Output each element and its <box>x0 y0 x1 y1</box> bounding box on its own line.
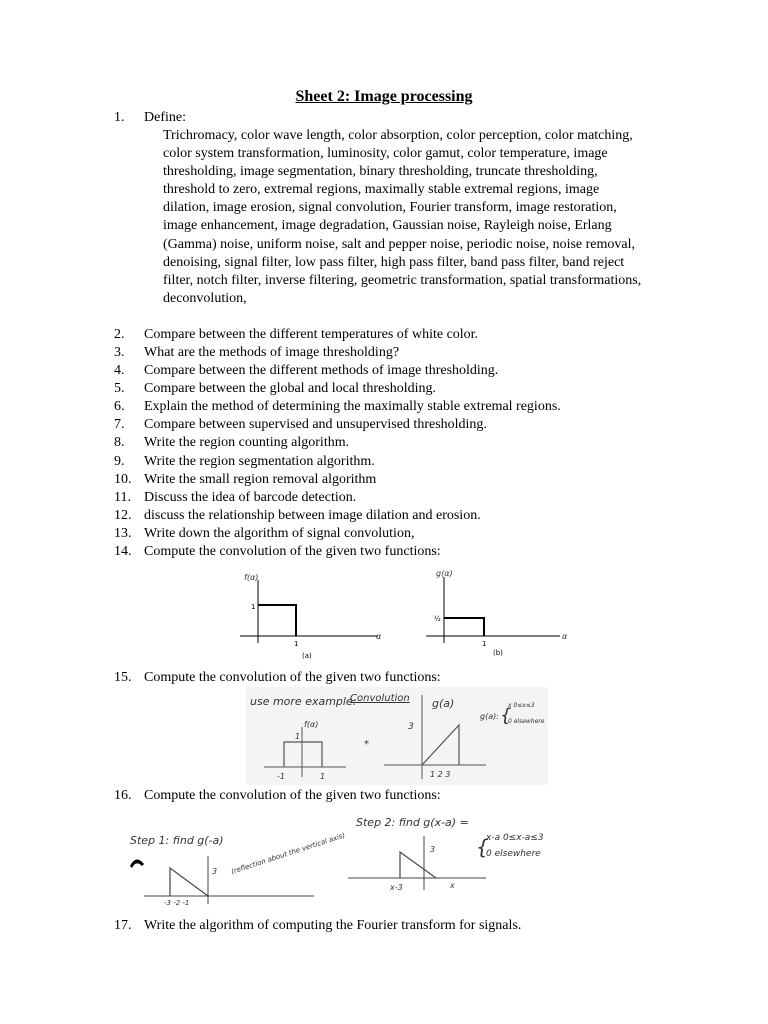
step2-brace: { <box>476 835 489 859</box>
question-item <box>114 507 481 525</box>
question-number: 6. <box>114 399 125 414</box>
f-step-a <box>258 605 296 636</box>
step2-ytick: 3 <box>430 845 436 854</box>
question-text: Write the small region removal algorithm <box>144 472 377 487</box>
question-item <box>114 344 399 362</box>
convolution-heading: Convolution <box>350 693 410 704</box>
g-step-b <box>444 618 484 636</box>
question-number: 9. <box>114 454 125 469</box>
ytick-b: ½ <box>434 615 441 623</box>
g-def-top: x 0≤x≤3 <box>508 702 535 709</box>
f-label: f(α) <box>304 720 319 729</box>
xtick-a: 1 <box>294 640 299 648</box>
question-item <box>114 787 441 805</box>
question-number: 2. <box>114 327 125 342</box>
question-item <box>114 326 478 344</box>
question-item <box>114 434 349 452</box>
g-def-bottom: 0 elsewhere <box>508 718 545 725</box>
ylabel-a: f(α) <box>244 573 259 582</box>
question-item <box>114 489 356 507</box>
f-ytick: 1 <box>295 732 301 741</box>
question-item <box>114 416 487 434</box>
convolution-star: * <box>364 739 369 750</box>
step2-xtick1: x-3 <box>390 883 403 892</box>
step2-xtick2: x <box>450 881 455 890</box>
question-item <box>114 380 436 398</box>
g-ytick: 3 <box>408 722 414 732</box>
ytick-a: 1 <box>251 603 256 611</box>
figure-q16 <box>124 808 604 908</box>
question-text: Define: <box>144 110 186 125</box>
xaxis-label-a: α <box>376 632 382 641</box>
question-item <box>114 453 375 471</box>
question-item <box>114 917 521 935</box>
question-number: 11. <box>114 490 131 505</box>
question-number: 16. <box>114 788 132 803</box>
figure-q15-svg <box>246 687 548 785</box>
g-xticks: 1 2 3 <box>430 770 451 779</box>
xaxis-label-b: α <box>562 632 568 641</box>
step1-triangle <box>170 868 208 896</box>
step2-triangle <box>400 852 436 878</box>
question-number: 5. <box>114 381 125 396</box>
question-text: Compute the convolution of the given two functions: <box>144 670 441 685</box>
question-text: Compare between the different temperatures of white color. <box>144 327 479 342</box>
question-number: 7. <box>114 417 125 432</box>
g-label: g(a) <box>432 697 455 710</box>
example-heading: use more example: <box>250 695 357 708</box>
question-text: discuss the relationship between image dilation and erosion. <box>144 508 481 523</box>
question-number: 17. <box>114 918 132 933</box>
figure-q14 <box>230 565 590 660</box>
question-item <box>114 525 414 543</box>
define-terms-paragraph: Trichromacy, color wave length, color absorption, color perception, color matching, color system transformation, luminosity, color gamut, color temperature, image thresholding, image segmentation, binary thresholding, truncate thresholding, threshold to zero, extremal regions, maximally stable extremal regions, image dilation, image erosion, signal convolution, Fourier transform, image restoration, image enhancement, image degradation, Gaussian noise, Rayleigh noise, Erlang (Gamma) noise, uniform noise, salt and pepper noise, periodic noise, noise removal, denoising, signal filter, low pass filter, high pass filter, band pass filter, band reject filter, notch filter, inverse filtering, geometric transformation, spatial transformations, deconvolution, <box>163 128 642 306</box>
g-def-left: g(a): <box>480 712 499 721</box>
step1-xticks: -3 -2 -1 <box>164 899 190 907</box>
step2-def-bottom: 0 elsewhere <box>486 849 541 859</box>
question-number: 10. <box>114 472 132 487</box>
ink-blot <box>130 859 144 868</box>
g-brace: { <box>500 705 512 726</box>
caption-a: (a) <box>302 652 312 660</box>
question-number: 12. <box>114 508 132 523</box>
step1-ytick: 3 <box>212 867 218 876</box>
question-number: 3. <box>114 345 125 360</box>
caption-b: (b) <box>493 649 503 657</box>
step1-heading: Step 1: find g(-a) <box>130 834 224 847</box>
question-number: 14. <box>114 544 132 559</box>
f-xpos: 1 <box>320 772 326 781</box>
plot-b <box>426 569 568 657</box>
question-text: Write the region segmentation algorithm. <box>144 454 375 469</box>
question-item <box>114 669 441 687</box>
question-text: Compute the convolution of the given two functions: <box>144 544 441 559</box>
question-number: 13. <box>114 526 132 541</box>
question-text: Compare between the global and local thresholding. <box>144 381 436 396</box>
question-text: Compare between supervised and unsupervised thresholding. <box>144 417 487 432</box>
step1-note: (reflection about the vertical axis) <box>230 831 347 876</box>
question-item <box>114 543 441 561</box>
step2-def-top: x-a 0≤x-a≤3 <box>486 833 544 843</box>
question-text: Write the algorithm of computing the Fourier transform for signals. <box>144 918 522 933</box>
question-number: 15. <box>114 670 132 685</box>
figure-q15 <box>246 687 548 785</box>
f-xneg: -1 <box>277 772 285 781</box>
question-item <box>114 398 561 416</box>
question-item <box>114 109 186 127</box>
question-text: Compute the convolution of the given two functions: <box>144 788 441 803</box>
question-text: Discuss the idea of barcode detection. <box>144 490 357 505</box>
figure-q16-svg <box>124 808 604 908</box>
question-text: Write down the algorithm of signal convolution, <box>144 526 415 541</box>
question-item <box>114 362 498 380</box>
question-text: Explain the method of determining the maximally stable extremal regions. <box>144 399 561 414</box>
question-text: What are the methods of image thresholding? <box>144 345 400 360</box>
question-number: 1. <box>114 110 125 125</box>
question-number: 8. <box>114 435 125 450</box>
page-title: Sheet 2: Image processing <box>295 88 473 105</box>
question-text: Write the region counting algorithm. <box>144 435 350 450</box>
figure-q14-svg <box>230 565 590 660</box>
step2-heading: Step 2: find g(x-a) = <box>356 816 469 829</box>
xtick-b: 1 <box>482 640 487 648</box>
question-item <box>114 471 376 489</box>
plot-a <box>240 573 382 660</box>
question-number: 4. <box>114 363 125 378</box>
question-text: Compare between the different methods of image thresholding. <box>144 363 499 378</box>
ylabel-b: g(α) <box>436 569 453 578</box>
